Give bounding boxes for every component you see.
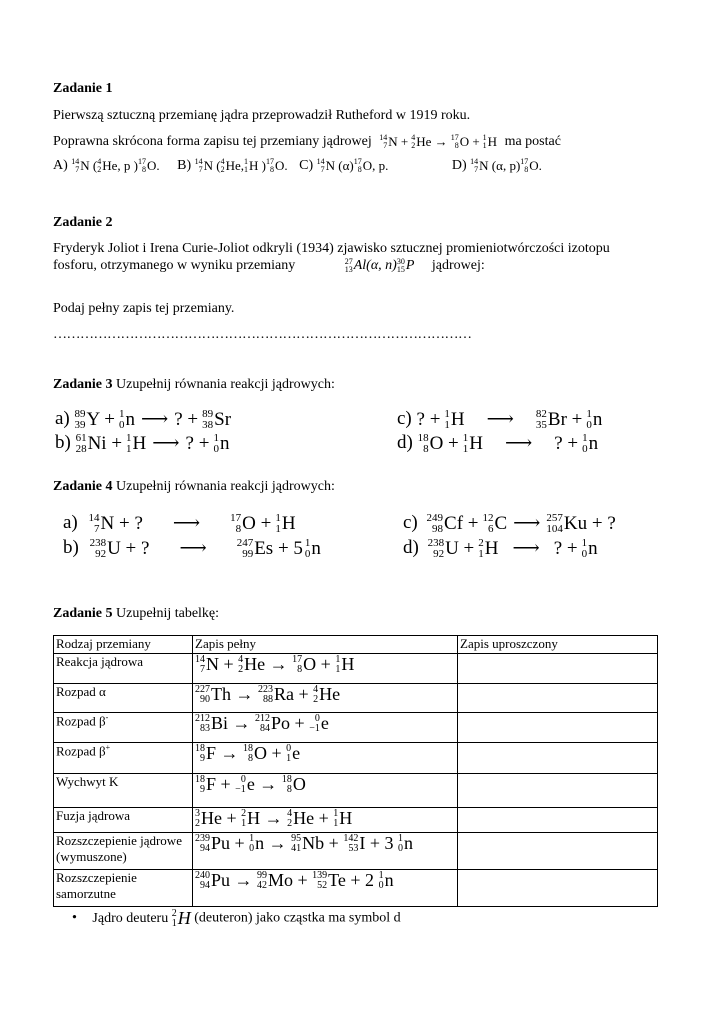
header-short-notation: Zapis uproszczony [458, 636, 658, 654]
table-row [54, 654, 658, 684]
task2-heading: Zadanie 2 [53, 215, 113, 230]
task3-equation-b: b) 61 28 Ni + 1 1 H ⟶ ? + 1 0 n [55, 431, 230, 455]
full-notation: 227 90 Th → 223 88 Ra + 4 2 He [193, 684, 458, 713]
task3-equation-c: c) ? + 1 1 H ⟶ 82 35 Br + 1 0 n [397, 407, 603, 431]
task4-heading: Zadanie 4 Uzupełnij równania reakcji jądrowych: [53, 479, 335, 494]
table-row [54, 774, 658, 808]
table-row [54, 808, 658, 833]
short-notation-cell[interactable] [458, 833, 658, 870]
row-label: Rozszczepienie jądrowe (wymuszone) [54, 833, 193, 870]
task1-reaction: 14 7 N + 4 2 He → 17 8 O + 1 1 H [379, 133, 498, 150]
nuclear-reactions-table [53, 635, 658, 907]
row-label: Rozpad β+ [54, 743, 193, 774]
task2-paragraph-3: Podaj pełny zapis tej przemiany. [53, 301, 235, 316]
header-type: Rodzaj przemiany [54, 636, 193, 654]
table-row [54, 870, 658, 907]
task3-equation-d: d) 18 8 O + 1 1 H ⟶ ? + 1 0 n [397, 431, 599, 455]
task1-paragraph-2: Poprawna skrócona forma zapisu tej przemiany jądrowej 14 7 N + 4 2 He → 17 8 O + 1 1 H ma postać [53, 133, 561, 150]
full-notation: 240 94 Pu → 99 42 Mo + 139 52 Te + 2 1 0 n [193, 870, 458, 907]
task4-equation-a: a) 14 7 N + ? ⟶ 17 8 O + 1 1 H [63, 511, 296, 535]
table-row [54, 833, 658, 870]
task1-heading: Zadanie 1 [53, 81, 113, 96]
full-notation: 14 7 N + 4 2 He → 17 8 O + 1 1 H [193, 654, 458, 684]
deuteron-note: • Jądro deuteru 2 1 H (deuteron) jako cząstka ma symbol d [72, 907, 401, 929]
answer-line[interactable]: ………………………………………………………………………………… [53, 327, 472, 342]
row-label: Rozszczepienie samorzutne [54, 870, 193, 907]
full-notation: 18 9 F → 18 8 O + 0 1 e [193, 743, 458, 774]
task4-equation-b: b) 238 92 U + ? ⟶ 247 99 Es + 5 1 0 n [63, 536, 321, 560]
task2-paragraph-1: Fryderyk Joliot i Irena Curie-Joliot odkryli (1934) zjawisko sztucznej promieniotwórczości izotopu [53, 241, 610, 256]
bullet-icon: • [72, 910, 77, 926]
option-c: C) 14 7 N (α) 17 8 O, p. [299, 157, 389, 174]
task4-equation-c: c) 249 98 Cf + 12 6 C ⟶ 257 104 Ku + ? [403, 511, 616, 535]
header-full-notation: Zapis pełny [193, 636, 458, 654]
task1-paragraph-1: Pierwszą sztuczną przemianę jądra przeprowadził Rutheford w 1919 roku. [53, 108, 471, 123]
short-notation-cell[interactable] [458, 654, 658, 684]
task3-heading: Zadanie 3 Uzupełnij równania reakcji jądrowych: [53, 377, 335, 392]
task5-heading: Zadanie 5 Uzupełnij tabelkę: [53, 606, 220, 621]
task3-equation-a: a) 89 39 Y + 1 0 n ⟶ ? + 89 38 Sr [55, 407, 232, 431]
full-notation: 18 9 F + 0 −1 e → 18 8 O [193, 774, 458, 808]
option-b: B) 14 7 N ( 4 2 He, 1 1 H ) 17 8 O. [177, 157, 288, 174]
option-a: A) 14 7 N ( 4 2 He, p ) 17 8 O. [53, 157, 160, 174]
row-label: Rozpad α [54, 684, 193, 713]
full-notation: 239 94 Pu + 1 0 n → 95 41 Nb + 142 53 I + 3 1 0 n [193, 833, 458, 870]
full-notation: 212 83 Bi → 212 84 Po + 0 −1 e [193, 713, 458, 743]
row-label: Rozpad β- [54, 713, 193, 743]
task2-reaction: 27 13 Al(α, n) 30 15 P [344, 257, 415, 274]
table-row [54, 684, 658, 713]
row-label: Reakcja jądrowa [54, 654, 193, 684]
table-header-row [54, 636, 658, 654]
short-notation-cell[interactable] [458, 870, 658, 907]
row-label: Fuzja jądrowa [54, 808, 193, 833]
short-notation-cell[interactable] [458, 713, 658, 743]
short-notation-cell[interactable] [458, 808, 658, 833]
option-d: D) 14 7 N (α, p) 17 8 O. [451, 157, 542, 174]
short-notation-cell[interactable] [458, 743, 658, 774]
table-row [54, 713, 658, 743]
task1-options [53, 157, 542, 175]
short-notation-cell[interactable] [458, 774, 658, 808]
short-notation-cell[interactable] [458, 684, 658, 713]
row-label: Wychwyt K [54, 774, 193, 808]
task4-equation-d: d) 238 92 U + 2 1 H ⟶ ? + 1 0 n [403, 536, 598, 560]
full-notation: 3 2 He + 2 1 H → 4 2 He + 1 1 H [193, 808, 458, 833]
table-row [54, 743, 658, 774]
task2-paragraph-2: fosforu, otrzymanego w wyniku przemiany 27 13 Al(α, n) 30 15 P jądrowej: [53, 257, 485, 274]
